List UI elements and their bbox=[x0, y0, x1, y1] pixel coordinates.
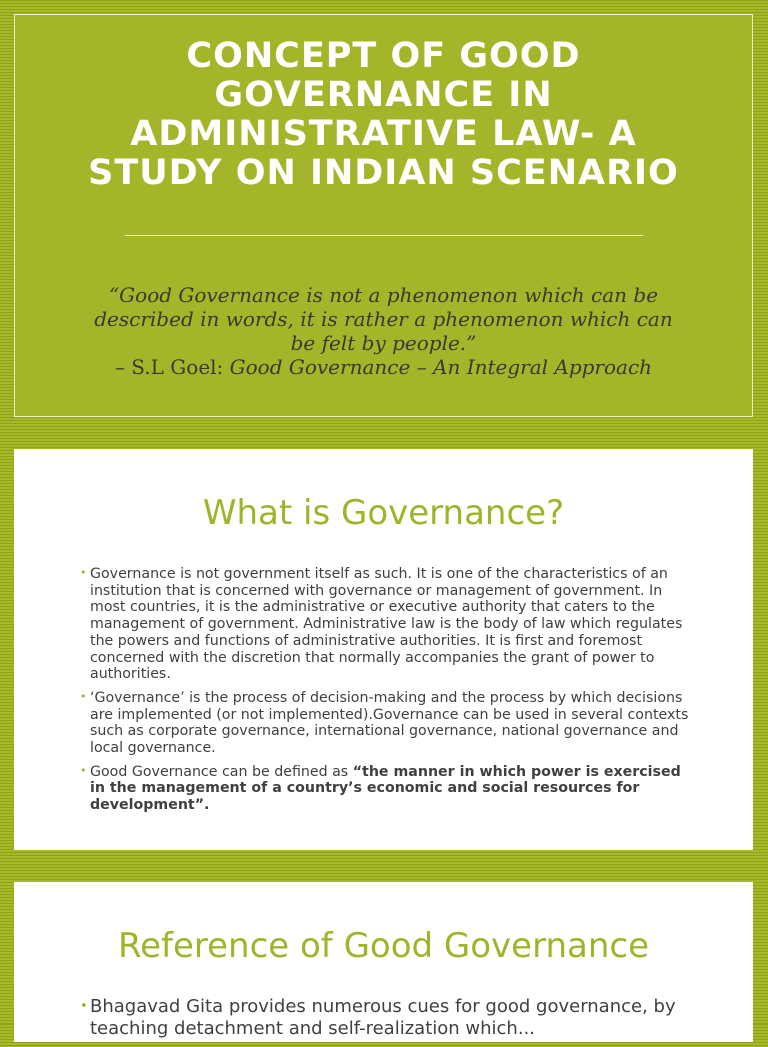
quote-attribution bbox=[55, 355, 712, 379]
bullet-icon: • bbox=[80, 999, 88, 1014]
slide-title: CONCEPT OF GOOD GOVERNANCE IN ADMINISTRATIVE LAW- A STUDY ON INDIAN SCENARIO bbox=[88, 36, 679, 193]
list-item bbox=[80, 566, 697, 683]
list-item bbox=[80, 996, 713, 1040]
bullet-icon: • bbox=[80, 763, 87, 777]
bullet-text: Good Governance can be defined as bbox=[90, 763, 353, 780]
bullet-text: Bhagavad Gita provides numerous cues for good governance, by teaching detachment and self-realization which... bbox=[90, 996, 676, 1039]
governance-slide bbox=[14, 449, 753, 850]
title-divider bbox=[125, 235, 643, 236]
attribution-work: Good Governance – An Integral Approach bbox=[229, 355, 653, 379]
reference-heading: Reference of Good Governance bbox=[117, 926, 650, 966]
governance-bullet-list bbox=[80, 566, 697, 821]
quote-text: “Good Governance is not a phenomenon which can be described in words, it is rather a phenomenon which can be felt by people.” bbox=[94, 283, 673, 355]
bullet-text: Governance is not government itself as such. It is one of the characteristics of an institution that is concerned with governance or management of government. In most countries, it is the administrative or executive authority that caters to the management of government. Administrative law is the body of law which regulates the powers and functions of administrative authorities. It is first and foremost concerned with the discretion that normally accompanies the grant of power to authorities. bbox=[90, 566, 683, 683]
list-item bbox=[80, 690, 697, 757]
reference-slide bbox=[14, 882, 753, 1042]
bullet-icon: • bbox=[80, 689, 87, 703]
attribution-author: – S.L Goel: bbox=[114, 355, 230, 379]
bullet-icon: • bbox=[80, 566, 87, 579]
reference-bullet-list bbox=[80, 996, 713, 1047]
list-item bbox=[80, 764, 697, 814]
bullet-text: ‘Governance’ is the process of decision-making and the process by which decisions are implemented (or not implemented).Governance can be used in several contexts such as corporate governance, international governance, national governance and local governance. bbox=[90, 689, 689, 757]
governance-heading: What is Governance? bbox=[202, 493, 565, 533]
title-slide bbox=[14, 14, 753, 417]
definition-text: “the manner in which power is exercised in the management of a country’s economic and social resources for development”. bbox=[90, 763, 681, 814]
